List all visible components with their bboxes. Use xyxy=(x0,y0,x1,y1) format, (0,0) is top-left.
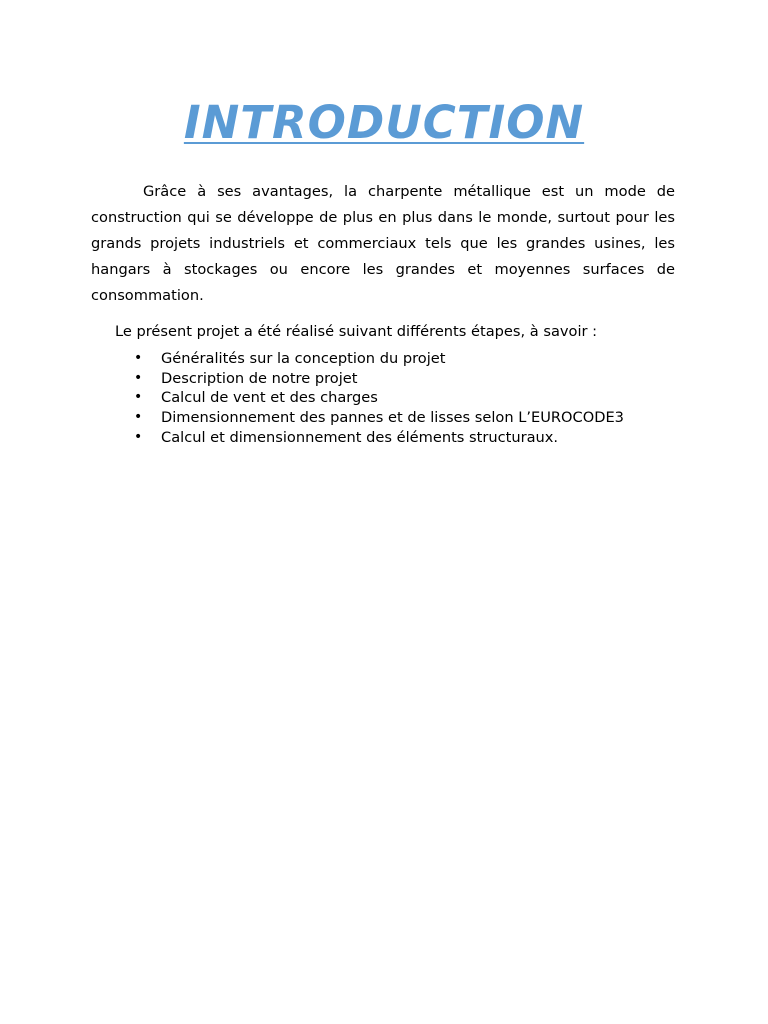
title-container xyxy=(0,96,768,150)
bullet-icon: • xyxy=(134,350,143,366)
list-item-text: Calcul de vent et des charges xyxy=(161,389,378,407)
steps-lead-text: Le présent projet a été réalisé suivant différents étapes, à savoir : xyxy=(115,323,598,340)
list-item-text: Description de notre projet xyxy=(161,369,358,387)
list-item-text: Dimensionnement des pannes et de lisses selon L’EUROCODE3 xyxy=(161,409,624,427)
bullet-icon: • xyxy=(134,409,143,426)
bullet-icon: • xyxy=(134,428,143,445)
list-item-text: Généralités sur la conception du projet xyxy=(161,350,446,367)
page-title: INTRODUCTION xyxy=(183,96,585,149)
bullet-icon: • xyxy=(134,389,143,406)
bullet-icon: • xyxy=(134,369,143,386)
list-item-text: Calcul et dimensionnement des éléments structuraux. xyxy=(161,428,559,446)
intro-paragraph: Grâce à ses avantages, la charpente métallique est un mode de construction qui se développe de plus en plus dans le monde, surtout pour les grands projets industriels et commerciaux tels que les grandes usines, les hangars à stockages ou encore les grandes et moyennes surfaces de consommation. xyxy=(91,183,675,304)
